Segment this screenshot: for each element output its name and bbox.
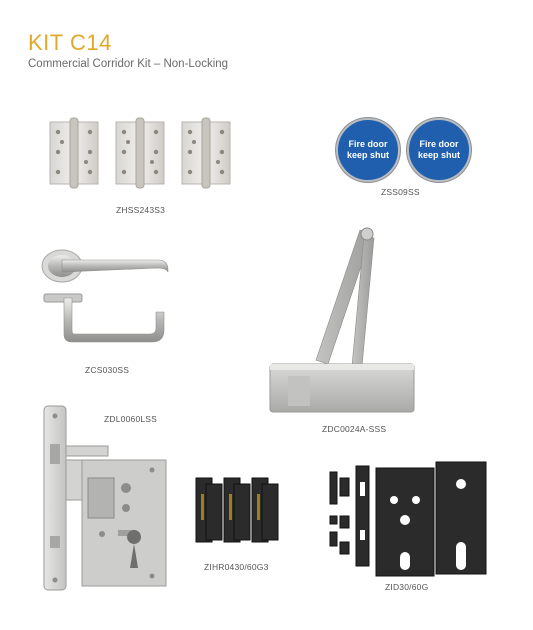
sign-2-line1: Fire door <box>419 139 459 149</box>
hinge-pads-code: ZIHR0430/60G3 <box>204 562 269 572</box>
intumescent-lock-pack-image <box>328 460 488 578</box>
hinge-2 <box>116 118 164 188</box>
hinge-3 <box>182 118 230 188</box>
door-closer-image <box>268 226 416 416</box>
lever-handle-image <box>40 238 175 353</box>
lock-pack-code: ZID30/60G <box>385 582 429 592</box>
mortice-lock-image <box>42 406 168 592</box>
hinge-1 <box>50 118 98 188</box>
sign-1-line1: Fire door <box>348 139 388 149</box>
signs-code: ZSS09SS <box>381 187 420 197</box>
sign-2-line2: keep shut <box>417 150 460 160</box>
intumescent-hinge-pads-image <box>192 474 282 546</box>
sign-1-line2: keep shut <box>346 150 389 160</box>
handle-code: ZCS030SS <box>85 365 130 375</box>
fire-door-sign-1 <box>336 118 400 182</box>
closer-code: ZDC0024A-SSS <box>322 424 387 434</box>
kit-subtitle: Commercial Corridor Kit – Non-Locking <box>28 58 229 70</box>
fire-door-sign-2 <box>407 118 471 182</box>
hinges-code: ZHSS243S3 <box>116 205 166 215</box>
lock-code: ZDL0060LSS <box>104 414 158 424</box>
hinges-image <box>48 118 233 188</box>
kit-title: KIT C14 <box>28 30 112 55</box>
